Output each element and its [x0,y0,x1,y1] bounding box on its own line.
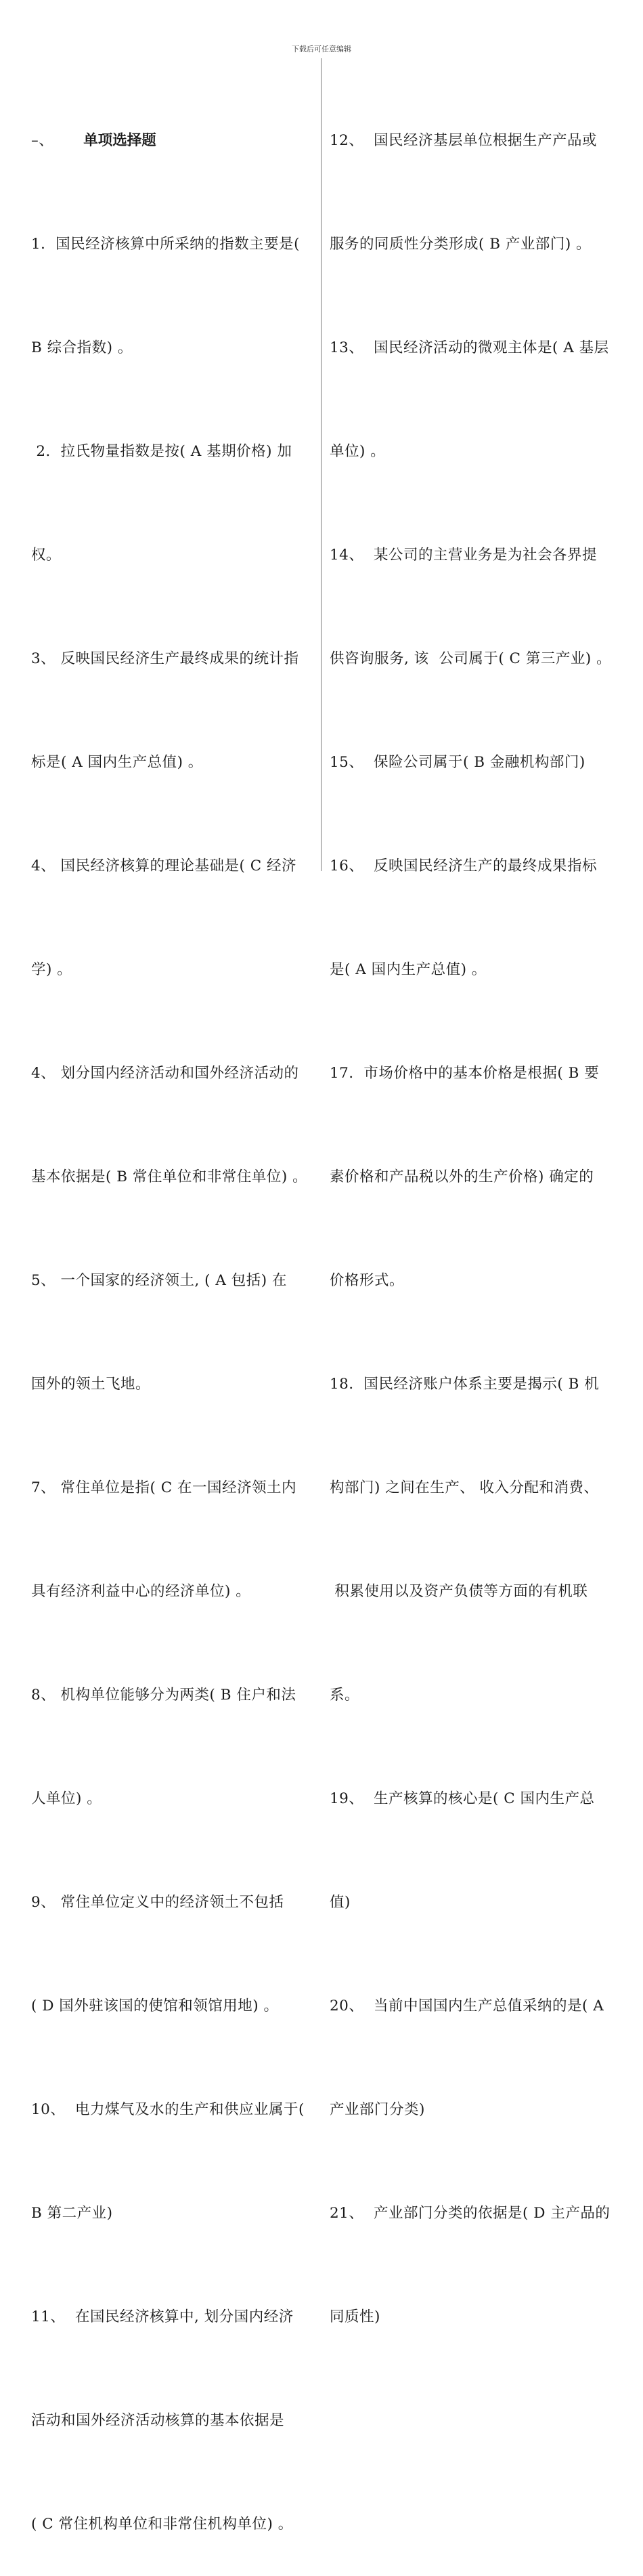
question-line: 积累使用以及资产负债等方面的有机联 [330,1583,588,1600]
question-line: 值) [330,1894,351,1911]
question-line: 4、 划分国内经济活动和国外经济活动的 [31,1065,299,1082]
question-line: 是( A 国内生产总值) 。 [330,961,487,978]
question-line: 活动和国外经济活动核算的基本依据是 [31,2412,285,2429]
question-line: 14、 某公司的主营业务是为社会各界提 [330,547,598,564]
question-line: 素价格和产品税以外的生产价格) 确定的 [330,1168,594,1185]
question-line: 10、 电力煤气及水的生产和供应业属于( [31,2101,305,2118]
question-line: 4、 国民经济核算的理论基础是( C 经济 [31,858,297,874]
question-line: 21、 产业部门分类的依据是( D 主产品的 [330,2205,611,2222]
question-line: ( C 常住机构单位和非常住机构单位) 。 [31,2516,293,2533]
question-line: 国外的领土飞地。 [31,1376,151,1393]
question-line: 12、 国民经济基层单位根据生产产品或 [330,132,598,149]
left-column [31,54,315,2576]
question-line: 学) 。 [31,961,72,978]
question-line: B 第二产业) [31,2205,113,2222]
question-line: 供咨询服务, 该 公司属于( C 第三产业) 。 [330,650,612,667]
question-line: ( D 国外驻该国的使馆和领馆用地) 。 [31,1998,279,2014]
question-line: 17．市场价格中的基本价格是根据( B 要 [330,1065,600,1082]
section-number: –、 [31,132,54,149]
question-line: B 综合指数) 。 [31,339,133,356]
question-line: 5、 一个国家的经济领土, ( A 包括) 在 [31,1272,287,1289]
question-line: 构部门) 之间在生产、 收入分配和消费、 [330,1479,599,1496]
question-line: 19、 生产核算的核心是( C 国内生产总 [330,1790,595,1807]
question-line: 2．拉氏物量指数是按( A 基期价格) 加 [31,443,292,460]
question-line: 1．国民经济核算中所采纳的指数主要是( [31,236,301,253]
question-line: 7、 常住单位是指( C 在一国经济领土内 [31,1479,297,1496]
question-line: 8、 机构单位能够分为两类( B 住户和法 [31,1687,296,1704]
question-line: 服务的同质性分类形成( B 产业部门) 。 [330,236,592,253]
question-line: 15、 保险公司属于( B 金融机构部门) [330,754,585,771]
question-line: 同质性) [330,2308,380,2325]
question-line: 13、 国民经济活动的微观主体是( A 基层 [330,339,609,356]
question-line: 系。 [330,1687,360,1704]
page-header: 下载后可任意编辑 [292,45,351,54]
question-line: 18．国民经济账户体系主要是揭示( B 机 [330,1376,600,1393]
question-line: 价格形式。 [330,1272,405,1289]
section-title: 单项选择题 [83,132,156,149]
question-line: 权。 [31,547,62,564]
question-line: 人单位) 。 [31,1790,102,1807]
question-line: 具有经济利益中心的经济单位) 。 [31,1583,251,1600]
section-heading [31,123,315,158]
question-line: 基本依据是( B 常住单位和非常住单位) 。 [31,1168,308,1185]
right-column [330,54,627,2369]
column-divider [321,58,322,871]
question-line: 20、 当前中国国内生产总值采纳的是( A [330,1998,604,2014]
question-line: 16、 反映国民经济生产的最终成果指标 [330,858,598,874]
question-line: 单位) 。 [330,443,386,460]
question-line: 3、 反映国民经济生产最终成果的统计指 [31,650,299,667]
question-line: 标是( A 国内生产总值) 。 [31,754,203,771]
question-line: 产业部门分类) [330,2101,425,2118]
question-line: 9、 常住单位定义中的经济领土不包括 [31,1894,284,1911]
question-line: 11、 在国民经济核算中, 划分国内经济 [31,2308,294,2325]
